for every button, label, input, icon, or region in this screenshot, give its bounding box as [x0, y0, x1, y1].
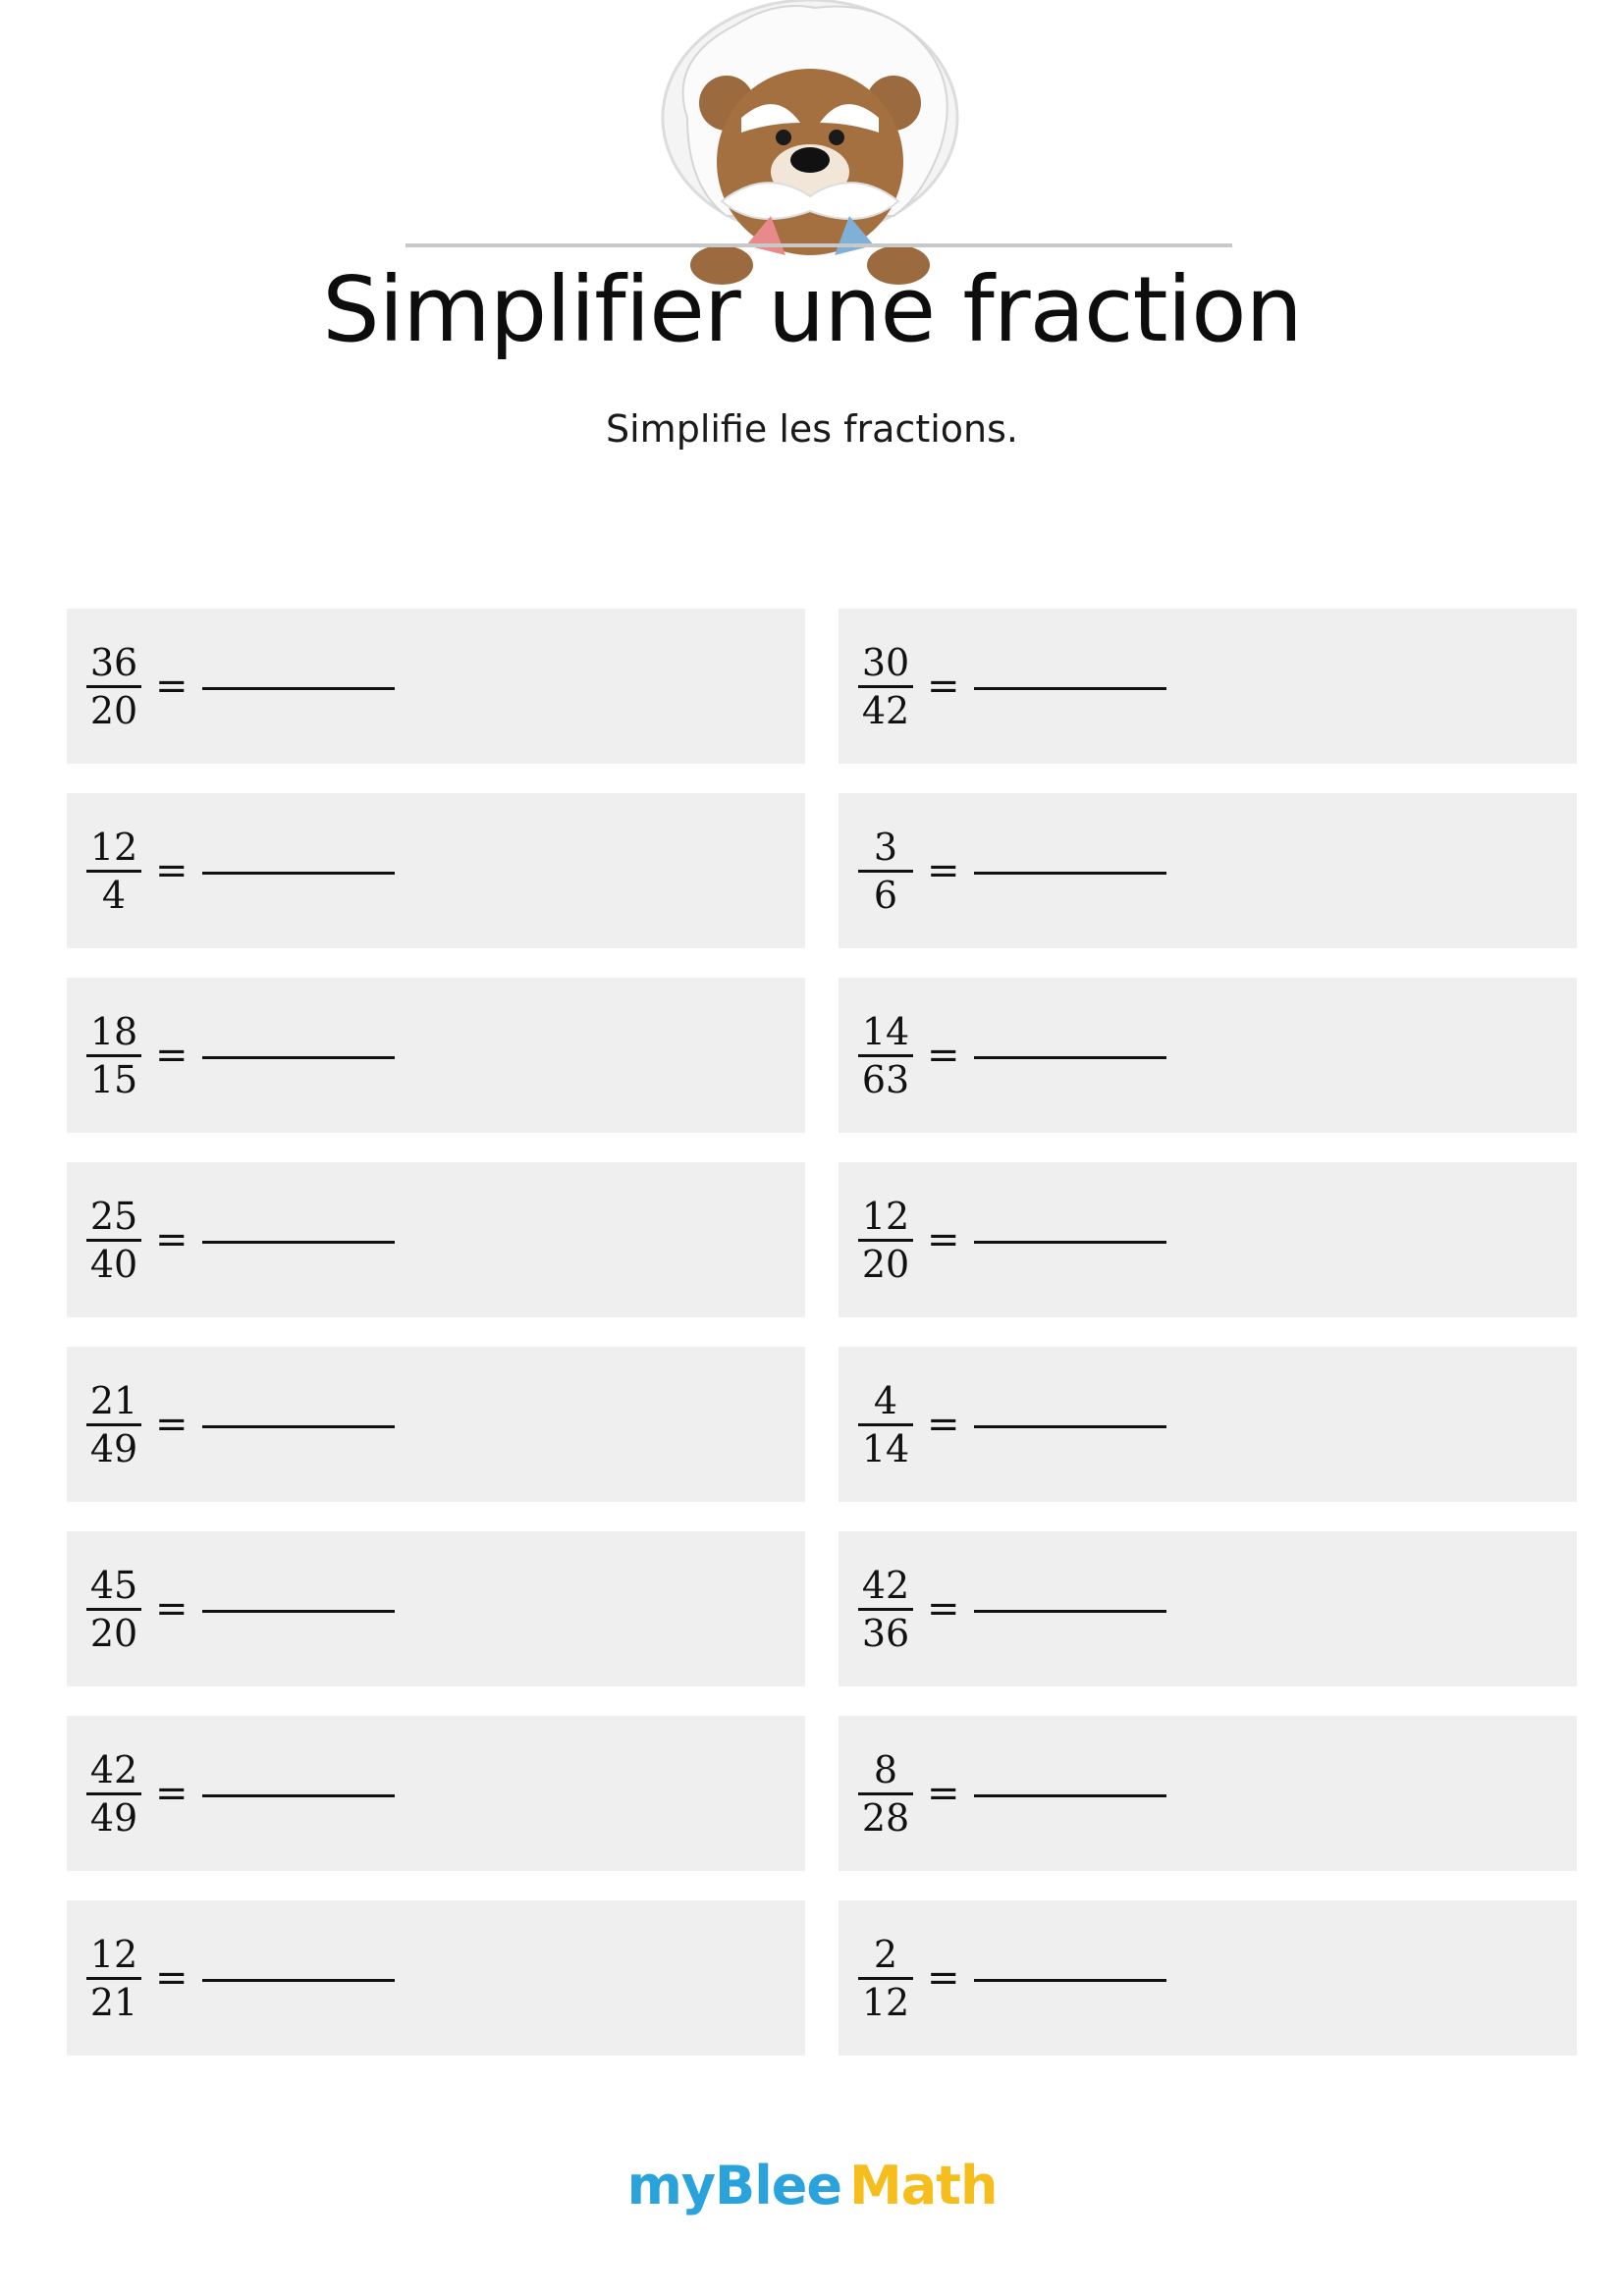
exercise-card	[67, 978, 805, 1133]
answer-blank[interactable]	[974, 872, 1166, 875]
exercise-card	[67, 1900, 805, 2056]
fraction-denominator: 21	[89, 1980, 138, 2024]
fraction-numerator: 25	[89, 1194, 138, 1238]
fraction-numerator: 12	[89, 825, 138, 869]
fraction	[86, 1009, 141, 1102]
brand-logo-part2: Math	[848, 2155, 998, 2216]
fraction-denominator: 6	[873, 873, 898, 917]
fraction-numerator: 14	[861, 1009, 910, 1053]
fraction-denominator: 28	[861, 1795, 910, 1840]
exercise-card	[839, 1716, 1577, 1871]
header-divider	[406, 243, 1232, 247]
fraction-denominator: 49	[89, 1795, 138, 1840]
fraction	[858, 1747, 913, 1841]
fraction	[858, 1563, 913, 1656]
answer-blank[interactable]	[202, 687, 395, 690]
fraction-numerator: 21	[89, 1378, 138, 1422]
fraction	[86, 640, 141, 733]
fraction-numerator: 4	[873, 1378, 898, 1422]
answer-blank[interactable]	[974, 1056, 1166, 1059]
equals-sign: =	[155, 1955, 189, 2001]
fraction-numerator: 36	[89, 640, 138, 684]
equals-sign: =	[155, 1217, 189, 1262]
fraction-numerator: 12	[89, 1932, 138, 1976]
exercise-card	[67, 1162, 805, 1317]
fraction-denominator: 40	[89, 1242, 138, 1286]
fraction-numerator: 12	[861, 1194, 910, 1238]
equals-sign: =	[927, 1217, 960, 1262]
fraction	[86, 1563, 141, 1656]
equals-sign: =	[927, 848, 960, 893]
fraction	[858, 640, 913, 733]
fraction-denominator: 15	[89, 1057, 138, 1101]
exercise-card	[839, 1347, 1577, 1502]
exercise-card	[67, 1531, 805, 1686]
equals-sign: =	[155, 1033, 189, 1078]
brand-logo	[0, 2155, 1624, 2216]
equals-sign: =	[927, 1955, 960, 2001]
fraction	[858, 1378, 913, 1471]
fraction-denominator: 20	[89, 1611, 138, 1655]
exercise-card	[839, 609, 1577, 764]
fraction-numerator: 18	[89, 1009, 138, 1053]
fraction-denominator: 42	[861, 688, 910, 732]
fraction	[86, 1194, 141, 1287]
answer-blank[interactable]	[202, 1610, 395, 1613]
page-title: Simplifier une fraction	[322, 257, 1302, 362]
fraction-numerator: 8	[873, 1747, 898, 1791]
fraction	[86, 825, 141, 918]
fraction-denominator: 20	[89, 688, 138, 732]
bear-mascot-icon	[628, 0, 992, 285]
fraction-numerator: 3	[873, 825, 898, 869]
exercise-card	[839, 1900, 1577, 2056]
equals-sign: =	[927, 664, 960, 709]
fraction-numerator: 45	[89, 1563, 138, 1607]
fraction	[858, 825, 913, 918]
answer-blank[interactable]	[974, 1241, 1166, 1244]
answer-blank[interactable]	[974, 1610, 1166, 1613]
answer-blank[interactable]	[974, 1794, 1166, 1797]
exercise-card	[839, 793, 1577, 948]
fraction-numerator: 42	[89, 1747, 138, 1791]
fraction-denominator: 20	[861, 1242, 910, 1286]
fraction-denominator: 4	[101, 873, 127, 917]
equals-sign: =	[155, 1586, 189, 1631]
answer-blank[interactable]	[974, 1425, 1166, 1428]
fraction	[86, 1378, 141, 1471]
exercise-grid	[67, 609, 1577, 2056]
answer-blank[interactable]	[202, 872, 395, 875]
answer-blank[interactable]	[202, 1979, 395, 1982]
fraction	[858, 1932, 913, 2025]
equals-sign: =	[155, 1771, 189, 1816]
fraction-numerator: 30	[861, 640, 910, 684]
fraction	[858, 1009, 913, 1102]
equals-sign: =	[155, 664, 189, 709]
answer-blank[interactable]	[202, 1056, 395, 1059]
fraction	[86, 1747, 141, 1841]
fraction-denominator: 63	[861, 1057, 910, 1101]
fraction	[858, 1194, 913, 1287]
equals-sign: =	[927, 1586, 960, 1631]
equals-sign: =	[155, 848, 189, 893]
answer-blank[interactable]	[974, 1979, 1166, 1982]
exercise-card	[839, 1162, 1577, 1317]
fraction	[86, 1932, 141, 2025]
equals-sign: =	[927, 1033, 960, 1078]
exercise-card	[67, 609, 805, 764]
exercise-card	[839, 1531, 1577, 1686]
exercise-card	[67, 1347, 805, 1502]
exercise-card	[839, 978, 1577, 1133]
fraction-denominator: 14	[861, 1426, 910, 1470]
fraction-denominator: 36	[861, 1611, 910, 1655]
answer-blank[interactable]	[202, 1794, 395, 1797]
fraction-denominator: 12	[861, 1980, 910, 2024]
answer-blank[interactable]	[974, 687, 1166, 690]
fraction-numerator: 2	[873, 1932, 898, 1976]
fraction-denominator: 49	[89, 1426, 138, 1470]
equals-sign: =	[155, 1402, 189, 1447]
brand-logo-part1: myBlee	[626, 2155, 841, 2216]
page-instructions: Simplifie les fractions.	[606, 407, 1018, 451]
equals-sign: =	[927, 1402, 960, 1447]
equals-sign: =	[927, 1771, 960, 1816]
exercise-card	[67, 1716, 805, 1871]
fraction-numerator: 42	[861, 1563, 910, 1607]
answer-blank[interactable]	[202, 1241, 395, 1244]
exercise-card	[67, 793, 805, 948]
answer-blank[interactable]	[202, 1425, 395, 1428]
